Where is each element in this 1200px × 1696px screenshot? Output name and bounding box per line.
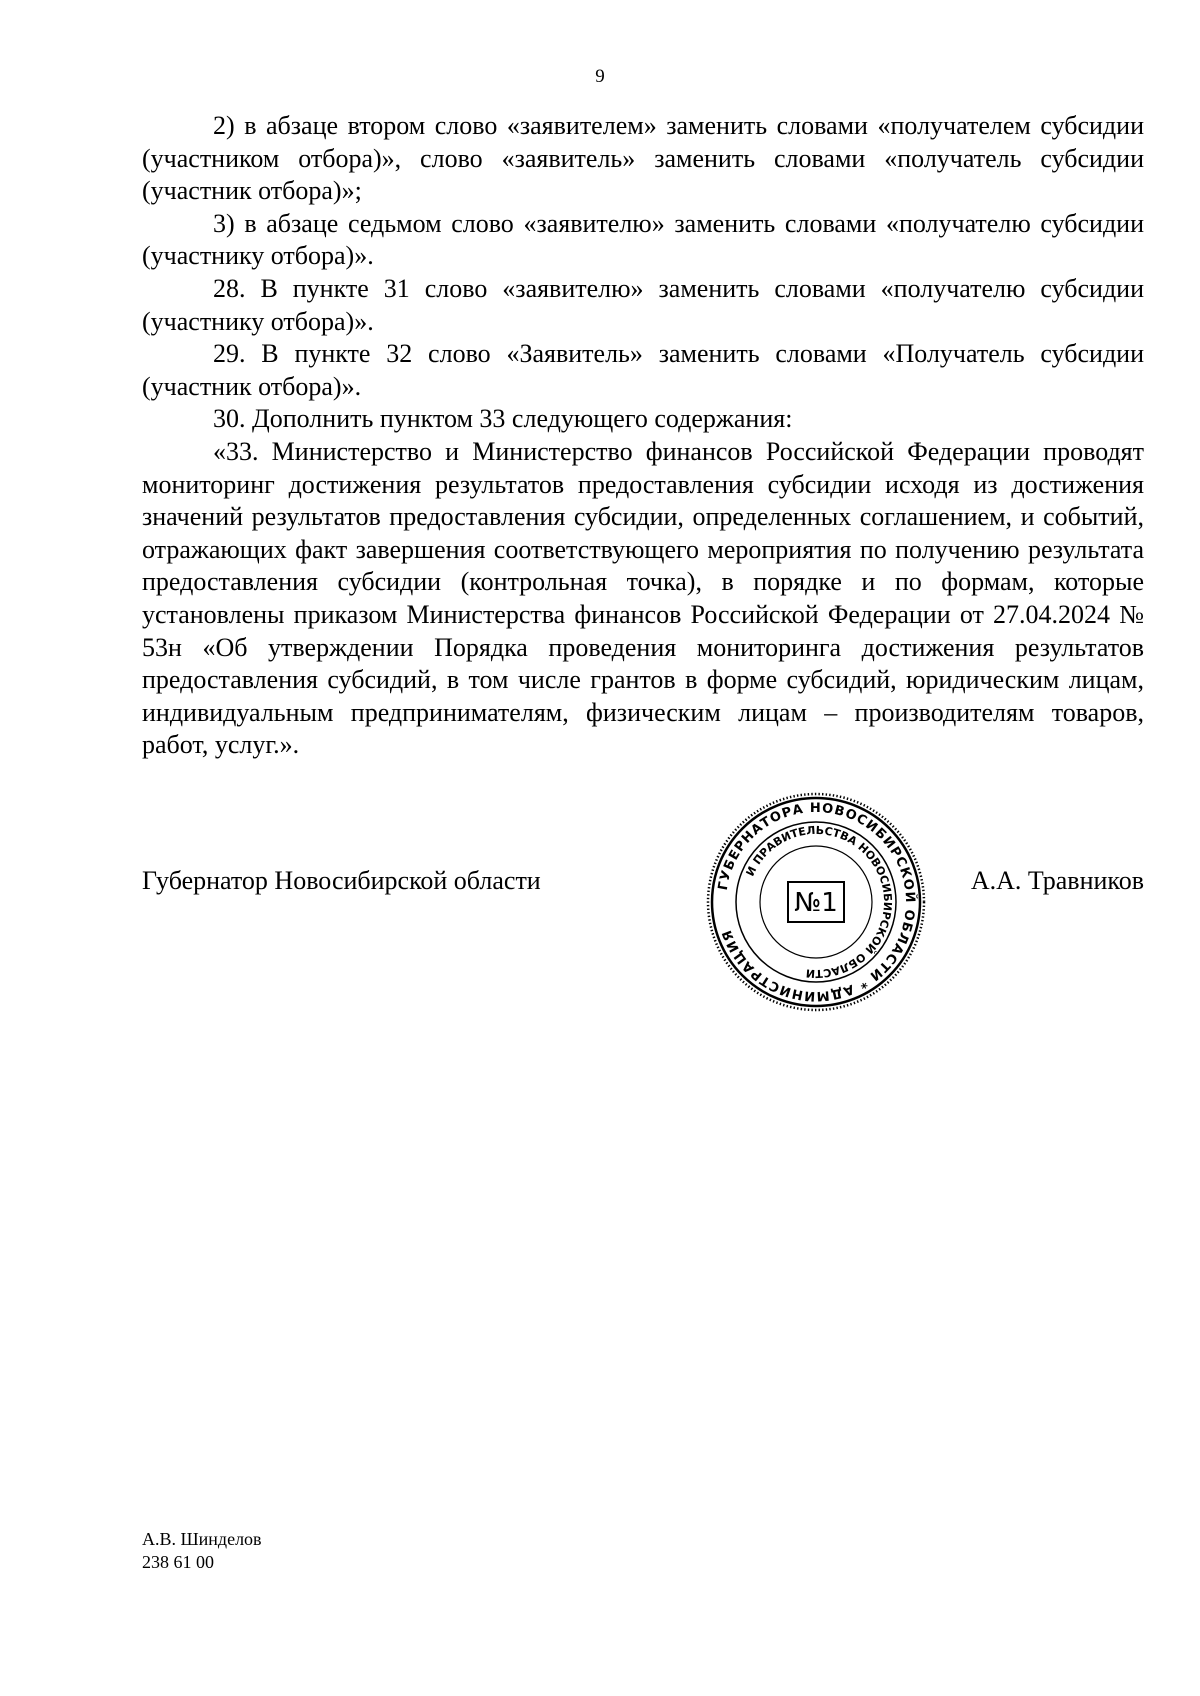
signature-block (142, 790, 1144, 1004)
paragraph-point-28: 28. В пункте 31 слово «заявителю» заменить словами «получателю субсидии (участнику отбора)». (142, 273, 1144, 336)
seal-outer-text: ГУБЕРНАТОРА НОВОСИБИРСКОЙ ОБЛАСТИ * АДМИНИСТРАЦИЯ (715, 800, 918, 1004)
paragraph-point-33-quote: «33. Министерство и Министерство финансов Российской Федерации проводят мониторинг достижения результатов предоставления субсидии исходя из достижения значений результатов предоставления субсидии, определенных соглашением, и событий, отражающих факт завершения соответствующего мероприятия по получению результата предоставления субсидии (контрольная точка), в порядке и по формам, которые установлены приказом Министерства финансов Российской Федерации от 27.04.2024 № 53н «Об утверждении Порядка проведения мониторинга достижения результатов предоставления субсидий, в том числе грантов в форме субсидий, юридическим лицам, индивидуальным предпринимателям, физическим лицам – производителям товаров, работ, услуг.». (142, 436, 1144, 760)
executor-info (142, 1528, 262, 1574)
document-body (142, 110, 1144, 762)
paragraph-item-3: 3) в абзаце седьмом слово «заявителю» заменить словами «получателю субсидии (участнику отбора)». (142, 208, 1144, 271)
seal-number: №1 (794, 888, 838, 918)
executor-name: А.В. Шинделов (142, 1529, 262, 1549)
paragraph-item-2: 2) в абзаце втором слово «заявителем» заменить словами «получателем субсидии (участником отбора)», слово «заявитель» заменить словами «получатель субсидии (участник отбора)»; (142, 111, 1144, 206)
page-number: 9 (595, 66, 605, 87)
official-seal-stamp (704, 790, 928, 1014)
paragraph-point-30: 30. Дополнить пунктом 33 следующего содержания: (213, 404, 793, 434)
signer-title: Губернатор Новосибирской области (142, 866, 541, 895)
seal-inner-text: И ПРАВИТЕЛЬСТВА НОВОСИБИРСКОЙ ОБЛАСТИ (743, 823, 895, 981)
paragraph-point-29: 29. В пункте 32 слово «Заявитель» заменить словами «Получатель субсидии (участник отбора)». (142, 339, 1144, 401)
signer-name: А.А. Травников (970, 866, 1144, 895)
executor-phone: 238 61 00 (142, 1552, 214, 1572)
